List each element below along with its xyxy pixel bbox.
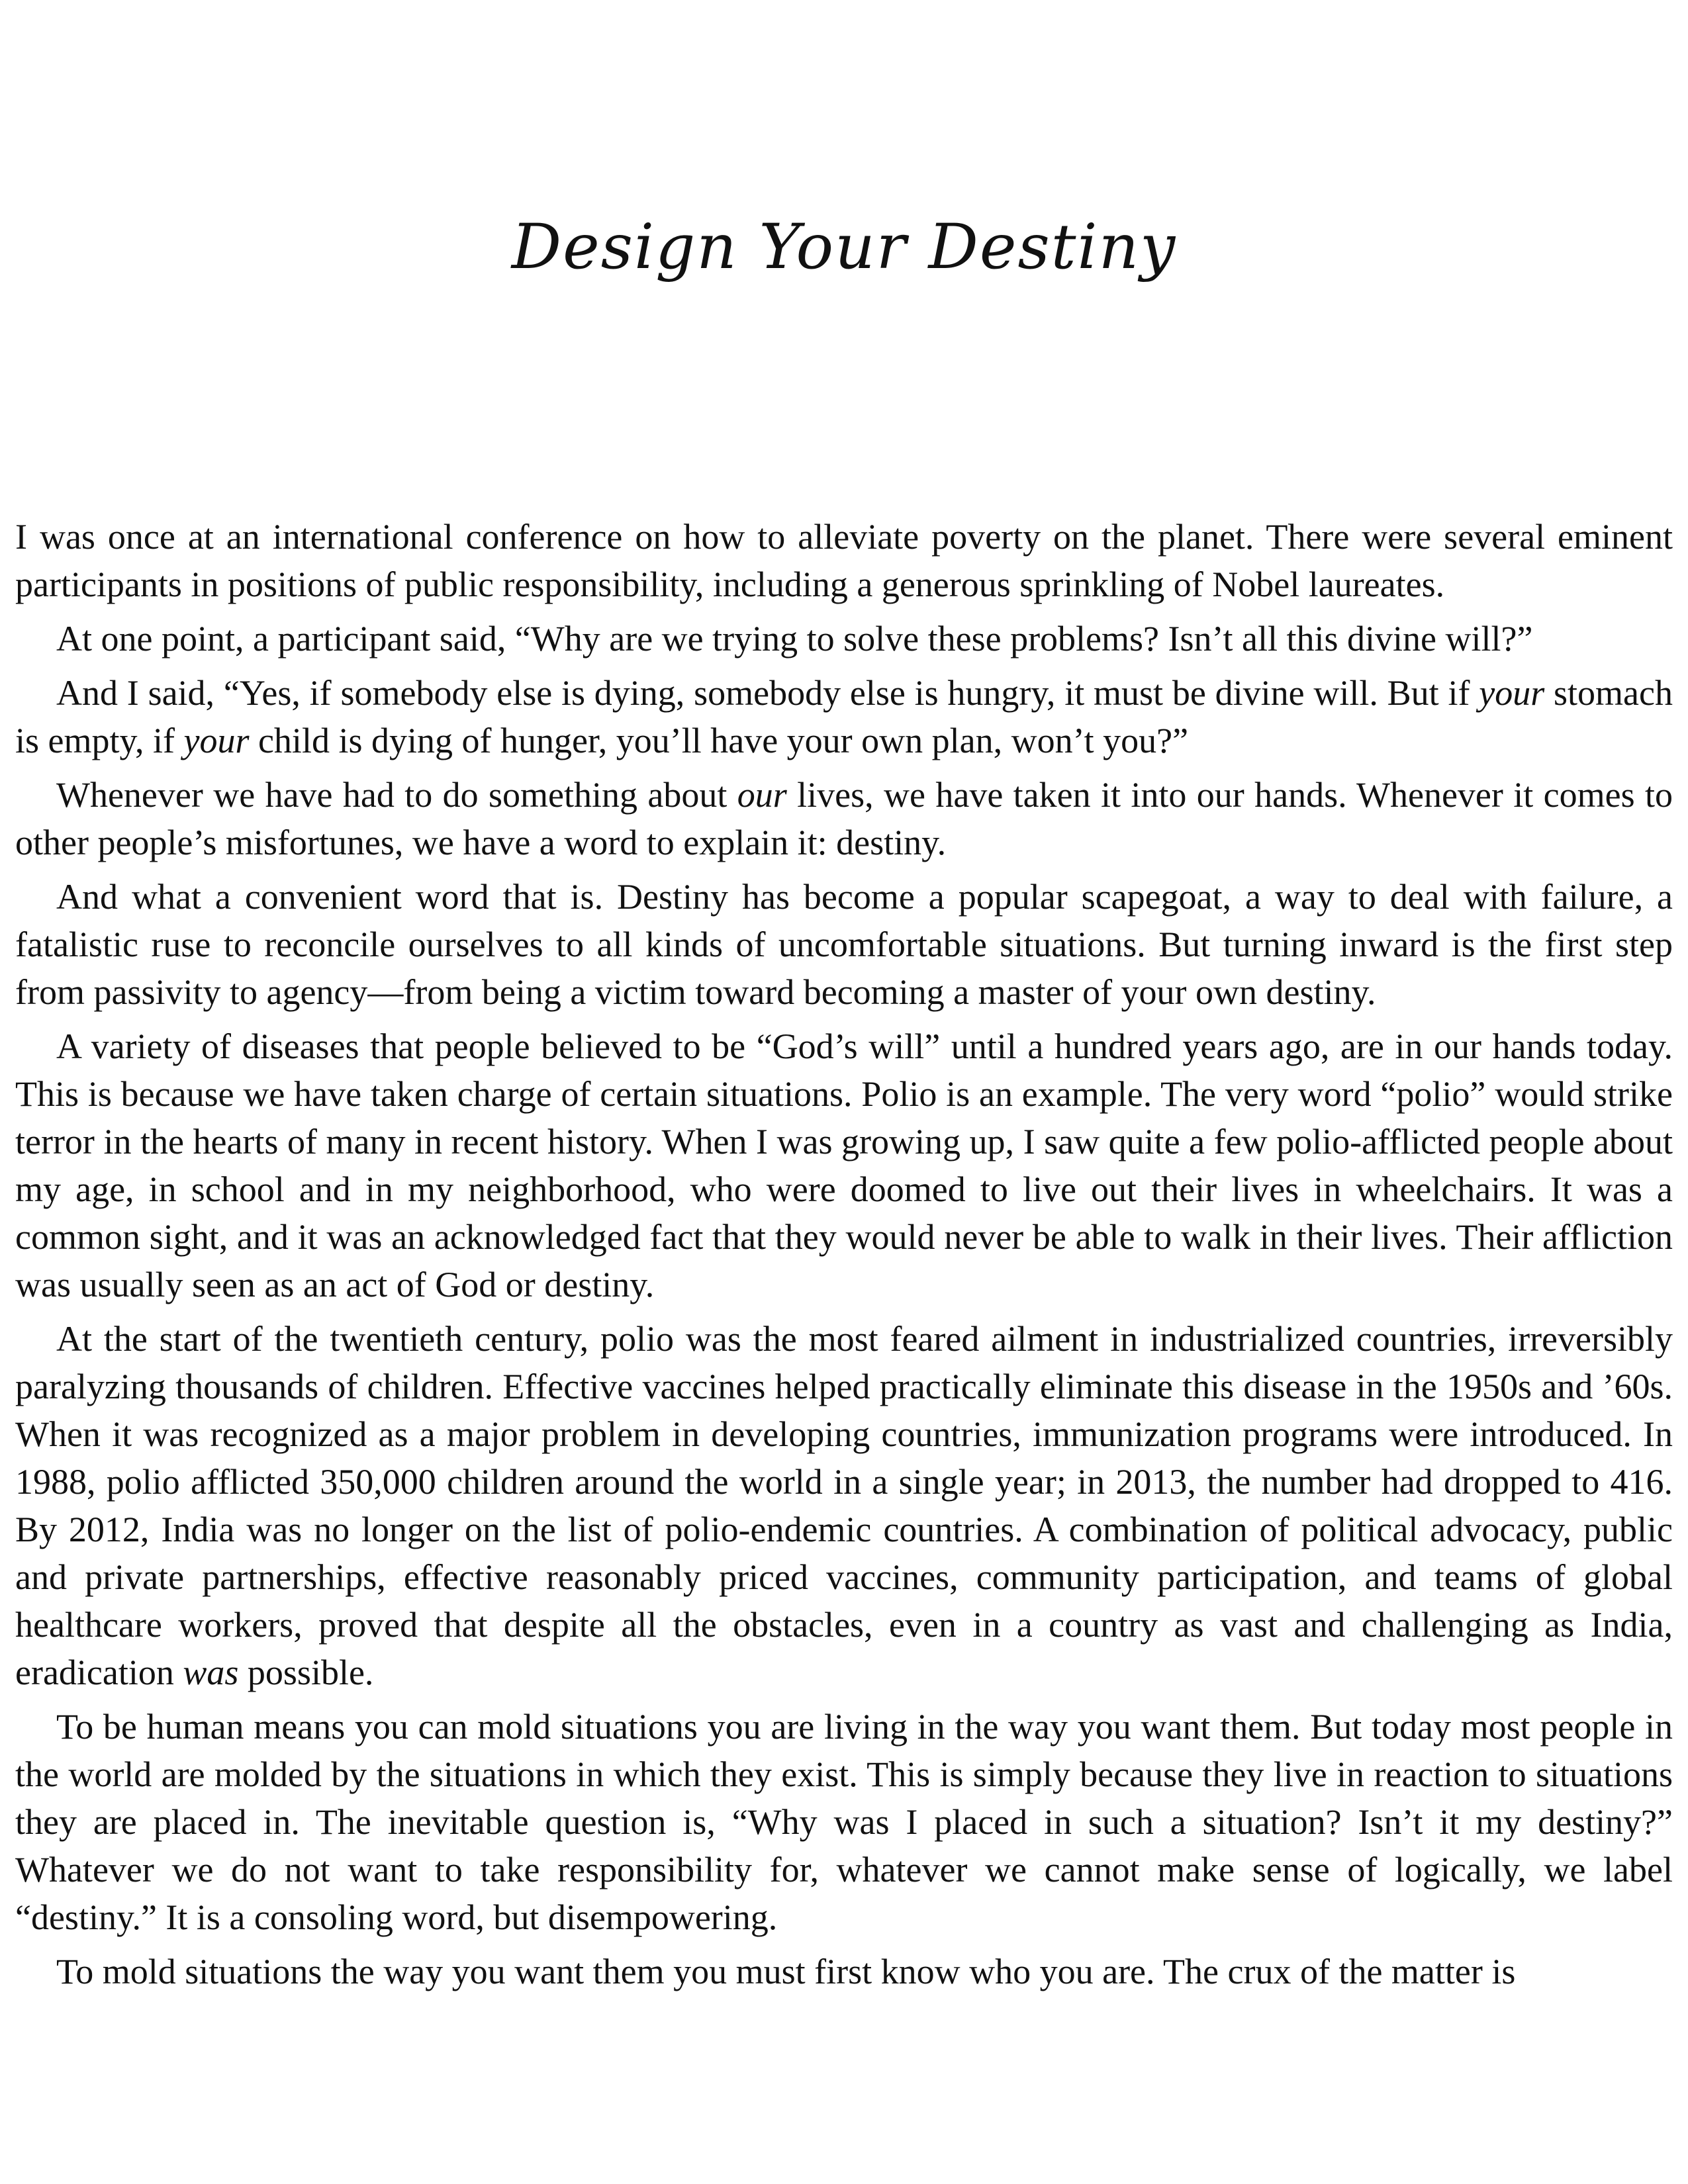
text-segment: stomach is empty, if [15, 673, 1673, 760]
paragraph-3 [15, 669, 1673, 764]
text-segment: possible. [238, 1653, 374, 1692]
text-segment: And I said, “Yes, if somebody else is dying, somebody else is hungry, it must be divine will. But if [56, 673, 1479, 713]
emphasis-text: our [737, 775, 787, 815]
paragraph-9 [15, 1948, 1673, 1995]
paragraph-4 [15, 771, 1673, 866]
paragraph-5 [15, 873, 1673, 1016]
text-segment: At the start of the twentieth century, polio was the most feared ailment in industrialized countries, irreversibly paralyzing thousands of children. Effective vaccines helped practically eliminate this disease in the 1950s and ’60s. When it was recognized as a major problem in developing countries, immunization programs were introduced. In 1988, polio afflicted 350,000 children around the world in a single year; in 2013, the number had dropped to 416. By 2012, India was no longer on the list of polio-endemic countries. A combination of political advocacy, public and private partnerships, effective reasonably priced vaccines, community participation, and teams of global healthcare workers, proved that despite all the obstacles, even in a country as vast and challenging as India, eradication [15, 1319, 1673, 1692]
paragraph-1 [15, 513, 1673, 608]
emphasis-text: was [183, 1653, 239, 1692]
paragraph-2 [15, 615, 1673, 662]
paragraph-6 [15, 1023, 1673, 1308]
text-segment: To mold situations the way you want them you must first know who you are. The crux of the matter is [56, 1952, 1516, 1991]
text-segment: To be human means you can mold situations you are living in the way you want them. But today most people in the world are molded by the situations in which they exist. This is simply because they live in reaction to situations they are placed in. The inevitable question is, “Why was I placed in such a situation? Isn’t it my destiny?” Whatever we do not want to take responsibility for, whatever we cannot make sense of logically, we label “destiny.” It is a consoling word, but disempowering. [15, 1707, 1673, 1937]
paragraph-8 [15, 1703, 1673, 1941]
body-text [15, 513, 1673, 2002]
emphasis-text: your [1479, 673, 1545, 713]
paragraph-7 [15, 1315, 1673, 1696]
text-segment: lives, we have taken it into our hands. Whenever it comes to other people’s misfortunes, we have a word to explain it: destiny. [15, 775, 1673, 862]
emphasis-text: your [183, 721, 250, 760]
chapter-title: Design Your Destiny [511, 211, 1177, 283]
text-segment: child is dying of hunger, you’ll have your own plan, won’t you?” [249, 721, 1189, 760]
text-segment: And what a convenient word that is. Destiny has become a popular scapegoat, a way to deal with failure, a fatalistic ruse to reconcile ourselves to all kinds of uncomfortable situations. But turning inward is the first step from passivity to agency—from being a victim toward becoming a master of your own destiny. [15, 877, 1673, 1012]
text-segment: I was once at an international conference on how to alleviate poverty on the planet. There were several eminent participants in positions of public responsibility, including a generous sprinkling of Nobel laureates. [15, 517, 1673, 604]
text-segment: At one point, a participant said, “Why are we trying to solve these problems? Isn’t all this divine will?” [56, 619, 1533, 659]
text-segment: Whenever we have had to do something about [56, 775, 737, 815]
text-segment: A variety of diseases that people believed to be “God’s will” until a hundred years ago, are in our hands today. This is because we have taken charge of certain situations. Polio is an example. The very word “polio” would strike terror in the hearts of many in recent history. When I was growing up, I saw quite a few polio-afflicted people about my age, in school and in my neighborhood, who were doomed to live out their lives in wheelchairs. It was a common sight, and it was an acknowledged fact that they would never be able to walk in their lives. Their affliction was usually seen as an act of God or destiny. [15, 1026, 1673, 1304]
